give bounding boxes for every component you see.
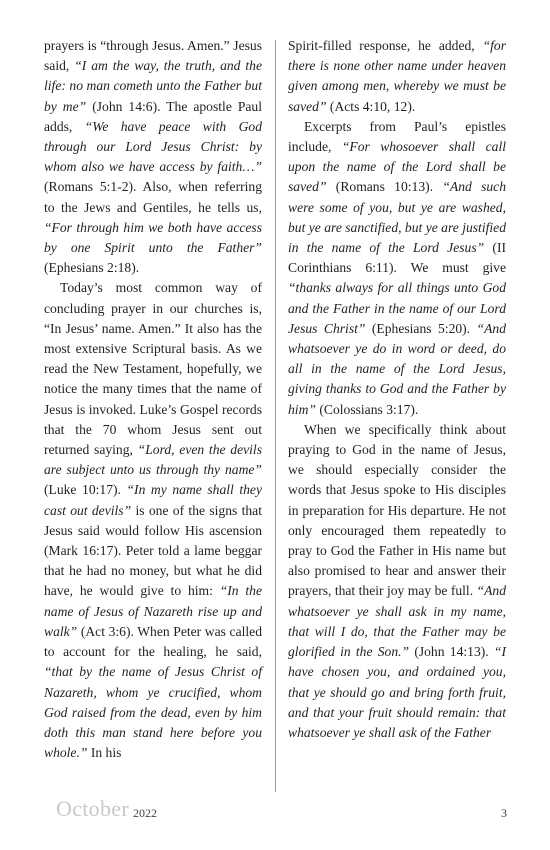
scripture-quote: “Lord, even the devils are subject unto us through thy name” xyxy=(44,442,262,478)
scripture-quote: “And whatsoever ye shall ask in my name, that will I do, that the Father may be glorified in the Son.” xyxy=(288,583,506,660)
body-text: is one of the signs that Jesus said would follow His ascension (Mark 16:17). Peter told a lame beggar that he had no money, but what he did have, he would give to him: xyxy=(44,502,262,599)
body-text: (II Corinthians 6:11). We must give xyxy=(288,240,507,276)
scripture-quote: “And whatsoever ye do in word or deed, do all in the name of the Lord Jesus, giving thanks to God and the Father by him” xyxy=(288,320,506,417)
body-text: (John 14:6). The apostle Paul adds, xyxy=(44,98,263,134)
body-text: Today’s most common way of concluding prayer in our churches is, “In Jesus’ name. Amen.” It also has the most extensive Scriptural basis. As we read the New Testament, hopefully, we notice the many times that the name of Jesus is invoked. Luke’s Gospel records that the 70 whom Jesus sent out returned saying, xyxy=(44,280,262,458)
body-text: (Ephesians 5:20). xyxy=(365,320,477,336)
paragraph xyxy=(288,420,506,743)
body-text: In his xyxy=(87,745,122,761)
paragraph xyxy=(44,278,262,763)
body-text: When we specifically think about praying to God in the name of Jesus, we should especially consider the words that Jesus spoke to His disciples in preparation for His departure. He not only encouraged them repeatedly to pray to God the Father in His name but also promised to hear and answer their prayers, that their joy may be full. xyxy=(288,421,506,599)
column-divider xyxy=(275,40,276,792)
right-column xyxy=(288,36,506,743)
body-text: Excerpts from Paul’s epistles include, xyxy=(288,118,506,155)
body-text: (Luke 10:17). xyxy=(44,482,127,498)
paragraph xyxy=(44,36,262,278)
left-column xyxy=(44,36,262,763)
scripture-quote: “that by the name of Jesus Christ of Nazareth, whom ye crucified, whom God raised from the dead, even by him doth this man stand here before you whole.” xyxy=(44,664,262,761)
scripture-quote: “And such were some of you, but ye are washed, but ye are sanctified, but ye are justified in the name of the Lord Jesus” xyxy=(288,179,506,256)
scripture-quote: “For whosoever shall call upon the name of the Lord shall be saved” xyxy=(288,139,506,195)
page-number: 3 xyxy=(501,806,507,820)
body-text: (Act 3:6). When Peter was called to account for the healing, he said, xyxy=(44,623,262,660)
paragraph xyxy=(288,117,506,420)
scripture-quote: “In the name of Jesus of Nazareth rise up and walk” xyxy=(44,583,262,639)
scripture-quote: “We have peace with God through our Lord Jesus Christ: by whom also we have access by faith…” xyxy=(44,118,262,175)
scripture-quote: “For through him we both have access by one Spirit unto the Father” xyxy=(44,219,262,256)
body-text: (Ephesians 2:18). xyxy=(44,260,140,276)
scripture-quote: “In my name shall they cast out devils” xyxy=(44,482,262,518)
scripture-quote: “thanks always for all things unto God and the Father in the name of our Lord Jesus Christ” xyxy=(288,280,506,336)
scripture-quote: “I have chosen you, and ordained you, that ye should go and bring forth fruit, and that your fruit should remain: that whatsoever ye shall ask of the Father xyxy=(288,644,506,740)
body-text: (Acts 4:10, 12). xyxy=(326,98,416,114)
body-text: Spirit-filled response, he added, xyxy=(288,38,483,53)
body-text: (Romans 10:13). xyxy=(326,179,443,195)
scripture-quote: “I am the way, the truth, and the life: no man cometh unto the Father but by me” xyxy=(44,58,262,114)
body-text: (Romans 5:1-2). Also, when referring to the Jews and Gentiles, he tells us, xyxy=(44,179,262,215)
paragraph xyxy=(288,36,506,117)
body-text: (John 14:13). xyxy=(409,644,494,660)
scripture-quote: “for there is none other name under heaven given among men, whereby we must be saved” xyxy=(288,38,506,114)
footer-year: 2022 xyxy=(133,806,157,820)
body-text: prayers is “through Jesus. Amen.” Jesus said, xyxy=(44,38,262,74)
body-text: (Colossians 3:17). xyxy=(315,401,419,417)
footer-month: October xyxy=(56,796,129,821)
